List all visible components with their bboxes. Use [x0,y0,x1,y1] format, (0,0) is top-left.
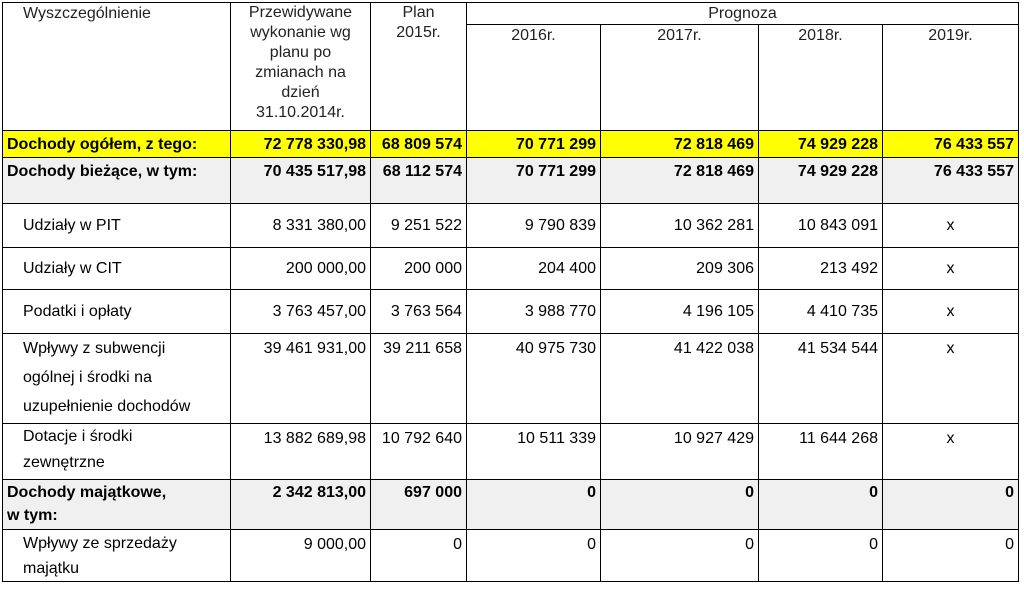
cell-value: x [883,334,1019,424]
row-label: Dochody ogółem, z tego: [3,131,231,158]
cell-value: x [883,424,1019,480]
cell-value: 13 882 689,98 [231,424,371,480]
row-label: Udziały w PIT [3,204,231,248]
cell-value: 68 112 574 [371,158,467,204]
table-row [3,290,1019,334]
cell-value: 209 306 [601,248,759,290]
row-label-line: Wpływy z subwencji [23,340,166,357]
header-row-1 [3,3,1019,25]
header-forecast-group [467,3,1019,25]
row-label-line: Dotacje i środki [23,428,133,445]
cell-value: 76 433 557 [883,131,1019,158]
cell-value: x [883,290,1019,334]
cell-value: 70 771 299 [467,131,601,158]
header-year-cell: 2017r. [601,25,759,131]
cell-value: 0 [759,480,883,530]
cell-value: 4 196 105 [601,290,759,334]
cell-value: 0 [883,480,1019,530]
cell-value: 9 000,00 [231,530,371,582]
cell-value: 74 929 228 [759,158,883,204]
header-plan-line: 2015r. [396,24,441,41]
cell-value: 11 644 268 [759,424,883,480]
cell-value: 40 975 730 [467,334,601,424]
cell-value: 3 763 564 [371,290,467,334]
table-row [3,248,1019,290]
header-year-cell: 2018r. [759,25,883,131]
header-year-cell: 2019r. [883,25,1019,131]
table-row [3,530,1019,582]
cell-value: 4 410 735 [759,290,883,334]
header-label-cell [3,3,231,131]
cell-value: 10 843 091 [759,204,883,248]
row-label: Udziały w CIT [3,248,231,290]
header-expected-line: zmianach na [255,64,346,81]
cell-value: 697 000 [371,480,467,530]
header-expected-line: dzień [281,84,320,101]
cell-value: 204 400 [467,248,601,290]
cell-value: 74 929 228 [759,131,883,158]
table-row [3,131,1019,158]
cell-value: 200 000 [371,248,467,290]
row-label-line: ogólnej i środki na [23,369,152,386]
row-label-cell [3,424,231,480]
row-label: Dochody bieżące, w tym: [3,158,231,204]
header-plan-line: Plan [402,4,435,21]
header-year-cell: 2016r. [467,25,601,131]
cell-value: 10 792 640 [371,424,467,480]
row-label: Podatki i opłaty [3,290,231,334]
cell-value: 0 [601,530,759,582]
header-expected-line: planu po [269,44,332,61]
row-label-line: Wpływy ze sprzedaży [23,535,177,552]
header-label: Wyszczególnienie [23,5,151,22]
cell-value: 200 000,00 [231,248,371,290]
cell-value: 9 790 839 [467,204,601,248]
cell-value: 70 771 299 [467,158,601,204]
table-row [3,204,1019,248]
cell-value: 39 211 658 [371,334,467,424]
header-expected-line: wykonanie wg [250,24,351,41]
cell-value: 0 [371,530,467,582]
cell-value: 3 763 457,00 [231,290,371,334]
row-label-cell [3,334,231,424]
row-label-line: zewnętrzne [23,454,105,471]
cell-value: 0 [467,530,601,582]
cell-value: 72 818 469 [601,158,759,204]
header-expected-line: Przewidywane [248,4,353,21]
cell-value: 0 [467,480,601,530]
cell-value: 213 492 [759,248,883,290]
table-row [3,334,1019,424]
table-row [3,480,1019,530]
cell-value: x [883,248,1019,290]
cell-value: 72 818 469 [601,131,759,158]
header-plan-cell [371,3,467,131]
row-label-line: uzupełnienie dochodów [23,398,191,415]
cell-value: 9 251 522 [371,204,467,248]
row-label-line: w tym: [7,507,58,524]
row-label-cell [3,480,231,530]
cell-value: 72 778 330,98 [231,131,371,158]
header-expected-line: 31.10.2014r. [256,104,345,121]
cell-value: 10 927 429 [601,424,759,480]
table-row [3,424,1019,480]
header-expected-cell [231,3,371,131]
cell-value: 8 331 380,00 [231,204,371,248]
cell-value: 41 534 544 [759,334,883,424]
cell-value: 76 433 557 [883,158,1019,204]
cell-value: 3 988 770 [467,290,601,334]
cell-value: 0 [759,530,883,582]
row-label-cell [3,530,231,582]
cell-value: 70 435 517,98 [231,158,371,204]
cell-value: 10 511 339 [467,424,601,480]
cell-value: 0 [601,480,759,530]
cell-value: 68 809 574 [371,131,467,158]
table-row [3,158,1019,204]
revenue-forecast-table [2,2,1019,582]
row-label-line: majątku [23,560,80,577]
cell-value: 0 [883,530,1019,582]
cell-value: 2 342 813,00 [231,480,371,530]
header-forecast-label: Prognoza [708,5,777,22]
cell-value: 41 422 038 [601,334,759,424]
cell-value: x [883,204,1019,248]
cell-value: 39 461 931,00 [231,334,371,424]
cell-value: 10 362 281 [601,204,759,248]
row-label-line: Dochody majątkowe, [7,484,167,501]
